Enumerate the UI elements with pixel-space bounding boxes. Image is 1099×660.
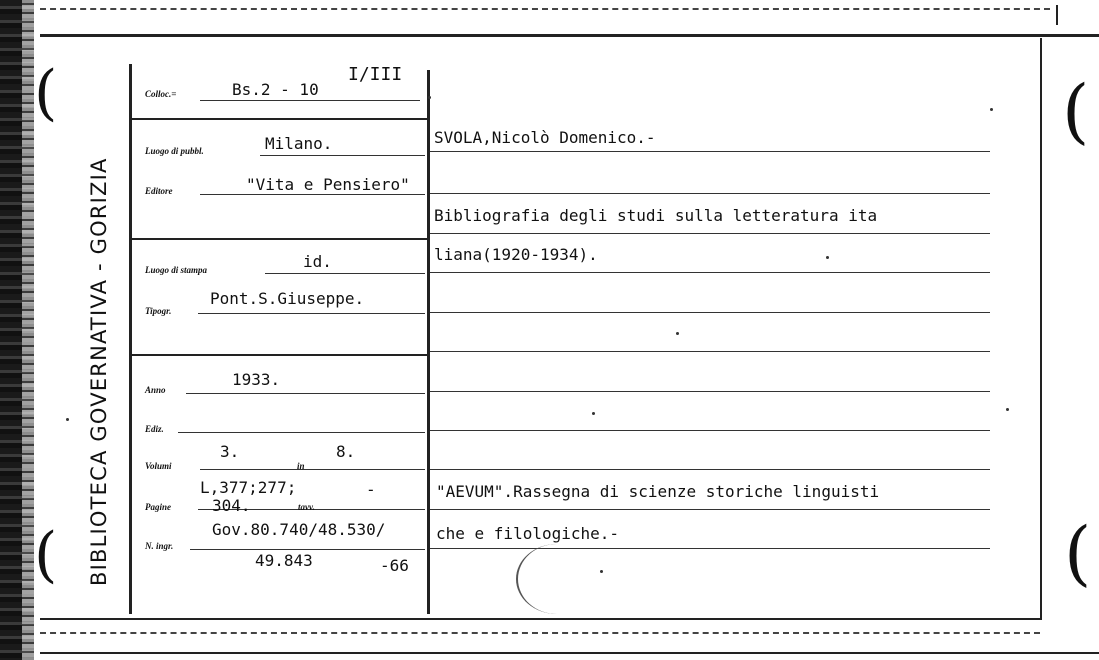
ingresso-extra-value: -66 [380, 556, 409, 575]
volumi-in-label: in [297, 461, 305, 471]
speck [428, 96, 431, 99]
colloc-value: Bs.2 - 10 [232, 80, 319, 99]
left-bracket-bottom: ( [34, 520, 58, 590]
ingresso-value: Gov.80.740/48.530/ [212, 520, 386, 539]
right-rule-2 [430, 193, 990, 194]
right-rule-5 [430, 312, 990, 313]
speck [66, 418, 69, 421]
card-top-dashed-edge [40, 8, 1050, 10]
anno-underline [186, 393, 425, 394]
right-rule-1 [430, 151, 990, 152]
right-rule-4 [430, 272, 990, 273]
title-line-1: Bibliografia degli studi sulla letteratura ita [434, 206, 878, 225]
title-line-2: liana(1920-1934). [434, 245, 598, 264]
right-rule-10 [430, 509, 990, 510]
luogo-pubbl-label: Luogo di pubbl. [145, 146, 204, 156]
luogo-stampa-value: id. [303, 252, 332, 271]
tipografo-label: Tipogr. [145, 306, 172, 316]
speck [1006, 408, 1009, 411]
left-column-rule [129, 64, 132, 614]
series-line-2: che e filologiche.- [436, 524, 620, 543]
ediz-label: Ediz. [145, 424, 164, 434]
card-top-border [40, 34, 1099, 37]
scan-bottom-edge [40, 652, 1099, 654]
anno-label: Anno [145, 385, 166, 395]
author-heading: SVOLA,Nicolò Domenico.- [434, 128, 656, 147]
speck [600, 570, 603, 573]
editore-label: Editore [145, 186, 173, 196]
series-line-1: "AEVUM".Rassegna di scienze storiche linguisti [436, 482, 880, 501]
tipografo-value: Pont.S.Giuseppe. [210, 289, 365, 308]
card-top-tick [1056, 5, 1058, 25]
luogo-stampa-underline [265, 273, 425, 274]
anno-value: 1933. [232, 370, 281, 389]
colloc-label: Colloc.= [145, 89, 177, 99]
right-rule-9 [430, 469, 990, 470]
card-bottom-dashed-edge [40, 632, 1040, 634]
pagine-dash: - [366, 480, 376, 499]
pagine-value: L,377;277; [200, 478, 297, 497]
left-bracket-top: ( [34, 58, 58, 128]
right-rule-3 [430, 233, 990, 234]
ingresso-underline [190, 549, 425, 550]
volumi-value: 3. [220, 442, 240, 461]
left-rule-3 [131, 354, 429, 356]
right-rule-8 [430, 430, 990, 431]
card-bottom-border [40, 618, 1042, 620]
tipografo-underline [198, 313, 425, 314]
volumi-underline [200, 469, 425, 470]
volumi-label: Volumi [145, 461, 172, 471]
luogo-pubbl-value: Milano. [265, 134, 333, 153]
pagine-label: Pagine [145, 502, 171, 512]
right-bracket-bottom: ( [1064, 512, 1092, 594]
faded-stamp [516, 544, 598, 614]
ingresso-value-line2: 49.843 [255, 551, 313, 570]
editore-underline [200, 194, 425, 195]
volumi-in-value: 8. [336, 442, 356, 461]
right-bracket-top: ( [1062, 70, 1090, 152]
pagine-value-line2: 304. [212, 496, 251, 515]
left-rule-1 [131, 118, 429, 120]
right-rule-7 [430, 391, 990, 392]
editore-value: "Vita e Pensiero" [246, 175, 410, 194]
card-right-border [1040, 38, 1042, 618]
colloc-underline [200, 100, 420, 101]
speck [990, 108, 993, 111]
speck [676, 332, 679, 335]
right-rule-11 [430, 548, 990, 549]
colloc-volume-value: I/III [348, 64, 403, 85]
scan-edge-noise [22, 0, 34, 660]
speck [592, 412, 595, 415]
ediz-underline [178, 432, 425, 433]
ingresso-label: N. ingr. [145, 541, 174, 551]
left-rule-2 [131, 238, 429, 240]
tavole-label: tavv. [298, 502, 315, 512]
speck [826, 256, 829, 259]
right-rule-6 [430, 351, 990, 352]
institution-title: BIBLIOTECA GOVERNATIVA - GORIZIA [87, 157, 111, 586]
luogo-stampa-label: Luogo di stampa [145, 265, 208, 275]
luogo-pubbl-underline [260, 155, 425, 156]
